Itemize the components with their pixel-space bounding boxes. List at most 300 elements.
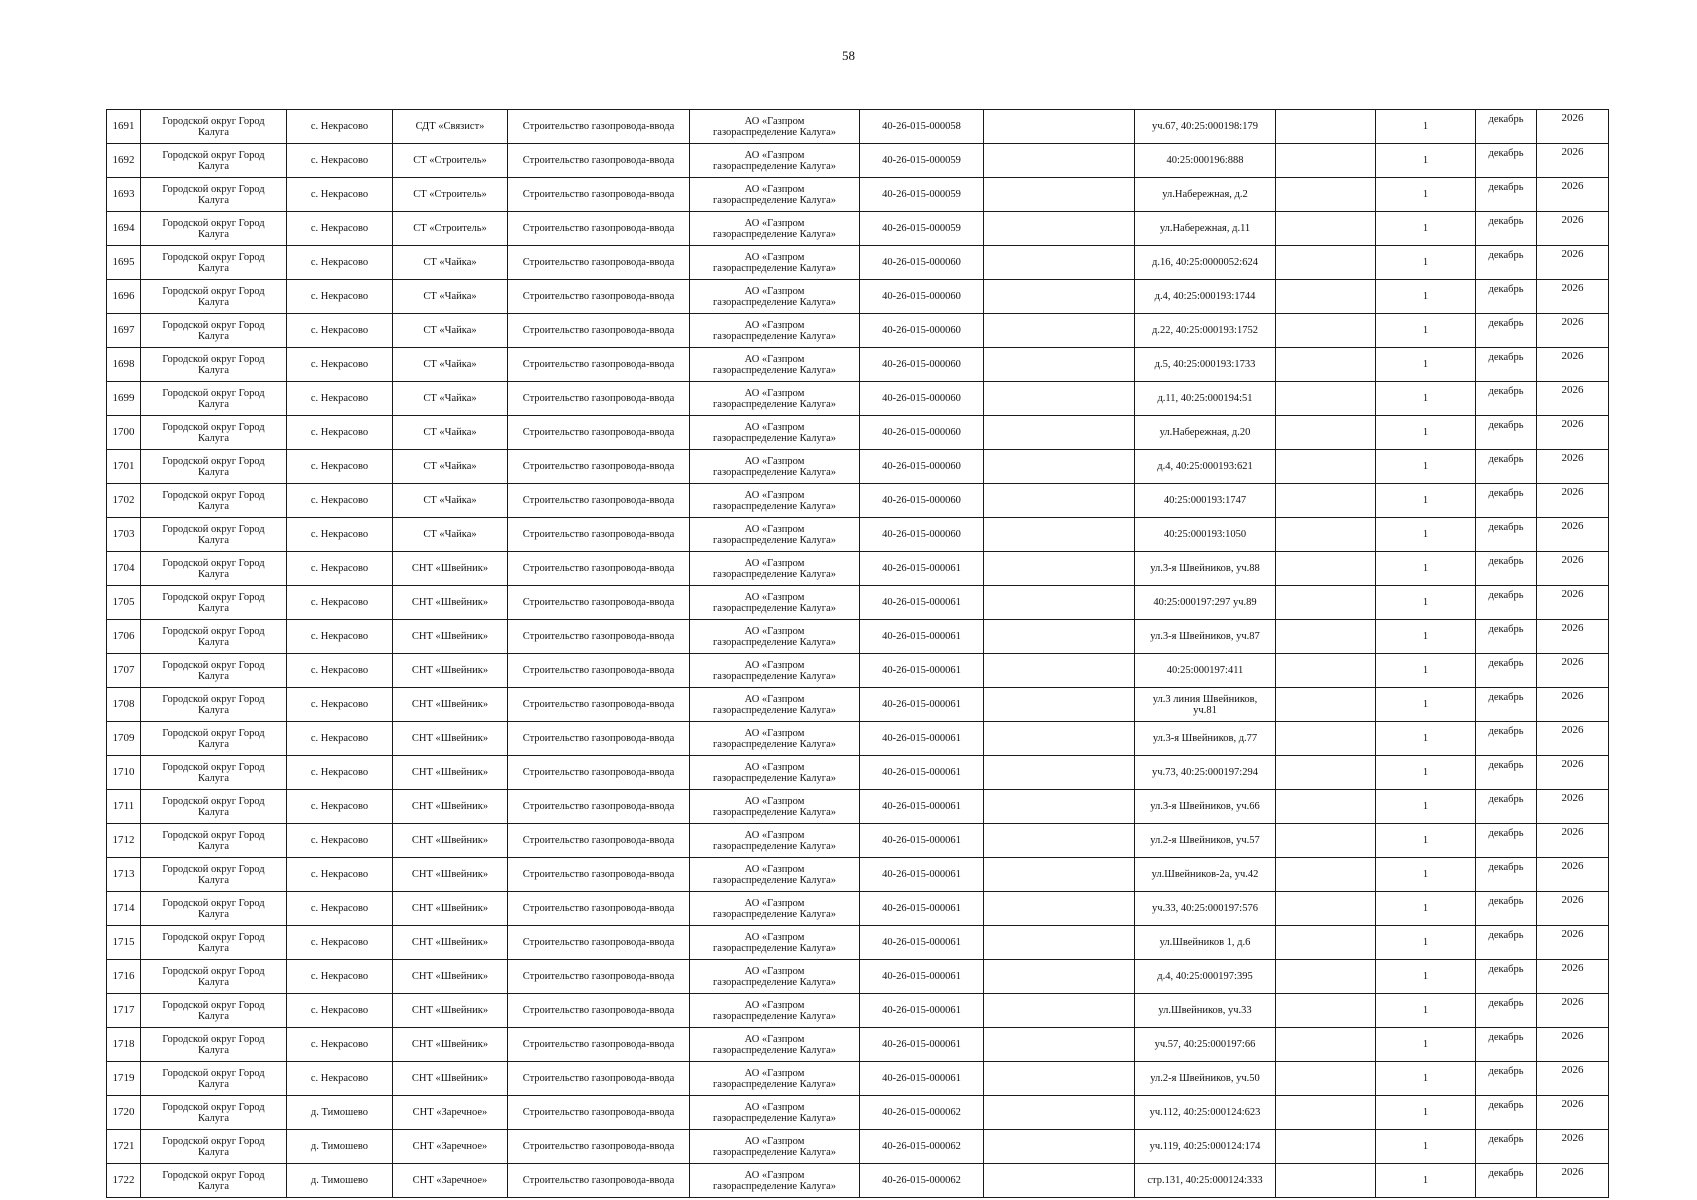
district-cell-line: Городской округ Город <box>162 727 265 739</box>
district-cell-line: Калуга <box>197 1146 230 1158</box>
organization-cell-line: АО «Газпром <box>744 115 805 127</box>
organization-cell-line: газораспределение Калуга» <box>712 398 837 410</box>
organization-cell-line: АО «Газпром <box>744 659 805 671</box>
address-cell-line: ул.Набережная, д.2 <box>1162 189 1248 200</box>
organization-cell-line: газораспределение Калуга» <box>712 432 837 444</box>
row-number-cell: 1712 <box>107 824 141 858</box>
society-cell: СНТ «Швейник» <box>393 858 508 892</box>
organization-cell <box>690 756 860 790</box>
organization-cell-line: АО «Газпром <box>744 965 805 977</box>
year-cell: 2026 <box>1537 1062 1609 1096</box>
address-cell-line: ул.3-я Швейников, д.77 <box>1152 733 1258 744</box>
organization-cell-line: газораспределение Калуга» <box>712 364 837 376</box>
address-cell <box>1135 484 1276 518</box>
month-cell: декабрь <box>1476 1130 1537 1164</box>
quantity-cell: 1 <box>1376 756 1476 790</box>
month-cell: декабрь <box>1476 348 1537 382</box>
quantity-cell: 1 <box>1376 1096 1476 1130</box>
object-code-cell: 40-26-015-000060 <box>860 280 984 314</box>
table-row <box>107 756 1609 790</box>
address-cell-line: 40:25:000193:1050 <box>1163 529 1247 540</box>
district-cell-line: Городской округ Город <box>162 319 265 331</box>
district-cell <box>141 178 287 212</box>
month-cell: декабрь <box>1476 484 1537 518</box>
quantity-cell: 1 <box>1376 484 1476 518</box>
month-cell: декабрь <box>1476 450 1537 484</box>
row-number-cell: 1701 <box>107 450 141 484</box>
table-row <box>107 858 1609 892</box>
district-cell-line: Городской округ Город <box>162 455 265 467</box>
settlement-cell: с. Некрасово <box>287 654 393 688</box>
address-cell <box>1135 178 1276 212</box>
address-cell-line: ул.Набережная, д.11 <box>1159 223 1251 234</box>
table-row <box>107 1062 1609 1096</box>
row-number-cell: 1710 <box>107 756 141 790</box>
quantity-cell: 1 <box>1376 178 1476 212</box>
row-number-cell: 1696 <box>107 280 141 314</box>
table-row <box>107 994 1609 1028</box>
quantity-cell: 1 <box>1376 518 1476 552</box>
month-cell: декабрь <box>1476 1028 1537 1062</box>
row-number-cell: 1713 <box>107 858 141 892</box>
district-cell-line: Городской округ Город <box>162 557 265 569</box>
year-cell: 2026 <box>1537 620 1609 654</box>
settlement-cell: с. Некрасово <box>287 926 393 960</box>
month-cell: декабрь <box>1476 144 1537 178</box>
society-cell: СТ «Строитель» <box>393 212 508 246</box>
organization-cell <box>690 484 860 518</box>
object-code-cell: 40-26-015-000060 <box>860 246 984 280</box>
organization-cell-line: АО «Газпром <box>744 1135 805 1147</box>
society-cell: СНТ «Швейник» <box>393 722 508 756</box>
quantity-cell: 1 <box>1376 212 1476 246</box>
empty-cell <box>1276 620 1376 654</box>
work-type-cell: Строительство газопровода-ввода <box>508 654 690 688</box>
address-cell <box>1135 144 1276 178</box>
month-cell: декабрь <box>1476 280 1537 314</box>
district-cell-line: Городской округ Город <box>162 1033 265 1045</box>
society-cell: СНТ «Швейник» <box>393 892 508 926</box>
district-cell-line: Калуга <box>197 330 230 342</box>
extra-cell <box>984 246 1135 280</box>
empty-cell <box>1276 858 1376 892</box>
district-cell-line: Калуга <box>197 160 230 172</box>
empty-cell <box>1276 246 1376 280</box>
row-number-cell: 1716 <box>107 960 141 994</box>
organization-cell <box>690 824 860 858</box>
society-cell: СТ «Чайка» <box>393 348 508 382</box>
organization-cell-line: газораспределение Калуга» <box>712 466 837 478</box>
settlement-cell: д. Тимошево <box>287 1096 393 1130</box>
work-type-cell: Строительство газопровода-ввода <box>508 518 690 552</box>
organization-cell <box>690 1028 860 1062</box>
table-row <box>107 450 1609 484</box>
gas-pipeline-table <box>106 109 1609 1198</box>
address-cell-line: ул.2-я Швейников, уч.50 <box>1150 1073 1260 1084</box>
address-cell <box>1135 722 1276 756</box>
object-code-cell: 40-26-015-000061 <box>860 790 984 824</box>
year-cell: 2026 <box>1537 1096 1609 1130</box>
table-row <box>107 824 1609 858</box>
extra-cell <box>984 1164 1135 1198</box>
month-cell: декабрь <box>1476 824 1537 858</box>
address-cell-line: уч.33, 40:25:000197:576 <box>1152 903 1258 914</box>
settlement-cell: с. Некрасово <box>287 178 393 212</box>
organization-cell-line: газораспределение Калуга» <box>712 874 837 886</box>
quantity-cell: 1 <box>1376 926 1476 960</box>
organization-cell-line: АО «Газпром <box>744 727 805 739</box>
organization-cell <box>690 790 860 824</box>
extra-cell <box>984 110 1135 144</box>
object-code-cell: 40-26-015-000061 <box>860 858 984 892</box>
settlement-cell: с. Некрасово <box>287 586 393 620</box>
organization-cell <box>690 518 860 552</box>
month-cell: декабрь <box>1476 382 1537 416</box>
address-cell-line: уч.57, 40:25:000197:66 <box>1154 1039 1256 1050</box>
object-code-cell: 40-26-015-000062 <box>860 1096 984 1130</box>
quantity-cell: 1 <box>1376 994 1476 1028</box>
organization-cell-line: газораспределение Калуга» <box>712 670 837 682</box>
work-type-cell: Строительство газопровода-ввода <box>508 144 690 178</box>
district-cell-line: Городской округ Город <box>162 149 265 161</box>
organization-cell-line: газораспределение Калуга» <box>712 602 837 614</box>
district-cell-line: Городской округ Город <box>162 387 265 399</box>
object-code-cell: 40-26-015-000060 <box>860 450 984 484</box>
table-row <box>107 280 1609 314</box>
row-number-cell: 1700 <box>107 416 141 450</box>
society-cell: СТ «Чайка» <box>393 450 508 484</box>
address-cell <box>1135 110 1276 144</box>
month-cell: декабрь <box>1476 212 1537 246</box>
work-type-cell: Строительство газопровода-ввода <box>508 280 690 314</box>
organization-cell <box>690 858 860 892</box>
district-cell <box>141 960 287 994</box>
settlement-cell: с. Некрасово <box>287 110 393 144</box>
society-cell: СНТ «Швейник» <box>393 552 508 586</box>
organization-cell-line: АО «Газпром <box>744 183 805 195</box>
empty-cell <box>1276 1130 1376 1164</box>
organization-cell-line: газораспределение Калуга» <box>712 126 837 138</box>
quantity-cell: 1 <box>1376 144 1476 178</box>
organization-cell-line: газораспределение Калуга» <box>712 942 837 954</box>
district-cell <box>141 994 287 1028</box>
organization-cell-line: АО «Газпром <box>744 897 805 909</box>
row-number-cell: 1721 <box>107 1130 141 1164</box>
organization-cell-line: АО «Газпром <box>744 1033 805 1045</box>
extra-cell <box>984 314 1135 348</box>
district-cell-line: Калуга <box>197 568 230 580</box>
district-cell-line: Городской округ Город <box>162 931 265 943</box>
settlement-cell: с. Некрасово <box>287 688 393 722</box>
settlement-cell: с. Некрасово <box>287 790 393 824</box>
extra-cell <box>984 892 1135 926</box>
society-cell: СНТ «Заречное» <box>393 1096 508 1130</box>
work-type-cell: Строительство газопровода-ввода <box>508 348 690 382</box>
table-row <box>107 1096 1609 1130</box>
district-cell <box>141 654 287 688</box>
row-number-cell: 1711 <box>107 790 141 824</box>
address-cell <box>1135 858 1276 892</box>
empty-cell <box>1276 960 1376 994</box>
quantity-cell: 1 <box>1376 552 1476 586</box>
row-number-cell: 1715 <box>107 926 141 960</box>
empty-cell <box>1276 926 1376 960</box>
row-number-cell: 1706 <box>107 620 141 654</box>
empty-cell <box>1276 1062 1376 1096</box>
address-cell-line: стр.131, 40:25:000124:333 <box>1147 1175 1263 1186</box>
organization-cell-line: газораспределение Калуга» <box>712 1044 837 1056</box>
address-cell-line: ул.Швейников 1, д.6 <box>1159 937 1251 948</box>
empty-cell <box>1276 1028 1376 1062</box>
work-type-cell: Строительство газопровода-ввода <box>508 994 690 1028</box>
organization-cell-line: АО «Газпром <box>744 455 805 467</box>
address-cell <box>1135 1164 1276 1198</box>
quantity-cell: 1 <box>1376 858 1476 892</box>
row-number-cell: 1718 <box>107 1028 141 1062</box>
district-cell-line: Городской округ Город <box>162 1135 265 1147</box>
object-code-cell: 40-26-015-000061 <box>860 722 984 756</box>
district-cell-line: Калуга <box>197 228 230 240</box>
year-cell: 2026 <box>1537 756 1609 790</box>
row-number-cell: 1720 <box>107 1096 141 1130</box>
work-type-cell: Строительство газопровода-ввода <box>508 688 690 722</box>
year-cell: 2026 <box>1537 416 1609 450</box>
organization-cell-line: АО «Газпром <box>744 1067 805 1079</box>
settlement-cell: с. Некрасово <box>287 144 393 178</box>
society-cell: СНТ «Швейник» <box>393 790 508 824</box>
table-row <box>107 314 1609 348</box>
table-row <box>107 212 1609 246</box>
work-type-cell: Строительство газопровода-ввода <box>508 790 690 824</box>
row-number-cell: 1719 <box>107 1062 141 1096</box>
organization-cell <box>690 110 860 144</box>
address-cell-line: ул.3 линия Швейников, <box>1152 693 1258 705</box>
year-cell: 2026 <box>1537 1130 1609 1164</box>
object-code-cell: 40-26-015-000058 <box>860 110 984 144</box>
quantity-cell: 1 <box>1376 722 1476 756</box>
settlement-cell: с. Некрасово <box>287 756 393 790</box>
month-cell: декабрь <box>1476 756 1537 790</box>
row-number-cell: 1697 <box>107 314 141 348</box>
empty-cell <box>1276 518 1376 552</box>
work-type-cell: Строительство газопровода-ввода <box>508 178 690 212</box>
district-cell-line: Городской округ Город <box>162 489 265 501</box>
empty-cell <box>1276 994 1376 1028</box>
address-cell <box>1135 756 1276 790</box>
address-cell <box>1135 960 1276 994</box>
empty-cell <box>1276 178 1376 212</box>
district-cell <box>141 824 287 858</box>
year-cell: 2026 <box>1537 722 1609 756</box>
organization-cell-line: АО «Газпром <box>744 693 805 705</box>
district-cell-line: Калуга <box>197 738 230 750</box>
address-cell-line: ул.3-я Швейников, уч.87 <box>1150 631 1260 642</box>
work-type-cell: Строительство газопровода-ввода <box>508 450 690 484</box>
district-cell-line: Городской округ Город <box>162 523 265 535</box>
object-code-cell: 40-26-015-000061 <box>860 824 984 858</box>
society-cell: СНТ «Швейник» <box>393 586 508 620</box>
society-cell: СНТ «Швейник» <box>393 1062 508 1096</box>
address-cell-line: ул.Швейников-2а, уч.42 <box>1151 869 1259 880</box>
settlement-cell: с. Некрасово <box>287 518 393 552</box>
extra-cell <box>984 688 1135 722</box>
object-code-cell: 40-26-015-000060 <box>860 518 984 552</box>
year-cell: 2026 <box>1537 790 1609 824</box>
address-cell-line: д.4, 40:25:000193:1744 <box>1154 291 1256 302</box>
quantity-cell: 1 <box>1376 688 1476 722</box>
district-cell-line: Калуга <box>197 262 230 274</box>
district-cell-line: Калуга <box>197 1010 230 1022</box>
organization-cell-line: АО «Газпром <box>744 1169 805 1181</box>
organization-cell-line: газораспределение Калуга» <box>712 704 837 716</box>
district-cell <box>141 348 287 382</box>
work-type-cell: Строительство газопровода-ввода <box>508 552 690 586</box>
row-number-cell: 1694 <box>107 212 141 246</box>
empty-cell <box>1276 280 1376 314</box>
work-type-cell: Строительство газопровода-ввода <box>508 246 690 280</box>
month-cell: декабрь <box>1476 688 1537 722</box>
society-cell: СТ «Чайка» <box>393 518 508 552</box>
district-cell-line: Калуга <box>197 942 230 954</box>
organization-cell-line: газораспределение Калуга» <box>712 160 837 172</box>
extra-cell <box>984 1062 1135 1096</box>
object-code-cell: 40-26-015-000061 <box>860 620 984 654</box>
settlement-cell: с. Некрасово <box>287 824 393 858</box>
quantity-cell: 1 <box>1376 382 1476 416</box>
district-cell-line: Калуга <box>197 976 230 988</box>
society-cell: СНТ «Швейник» <box>393 688 508 722</box>
society-cell: СТ «Чайка» <box>393 280 508 314</box>
quantity-cell: 1 <box>1376 1028 1476 1062</box>
work-type-cell: Строительство газопровода-ввода <box>508 858 690 892</box>
settlement-cell: с. Некрасово <box>287 722 393 756</box>
organization-cell <box>690 688 860 722</box>
district-cell <box>141 484 287 518</box>
address-cell-line: уч.81 <box>1193 704 1217 716</box>
settlement-cell: с. Некрасово <box>287 1062 393 1096</box>
month-cell: декабрь <box>1476 246 1537 280</box>
table-row <box>107 416 1609 450</box>
district-cell-line: Городской округ Город <box>162 829 265 841</box>
district-cell-line: Калуга <box>197 364 230 376</box>
quantity-cell: 1 <box>1376 892 1476 926</box>
month-cell: декабрь <box>1476 416 1537 450</box>
district-cell <box>141 280 287 314</box>
row-number-cell: 1722 <box>107 1164 141 1198</box>
settlement-cell: с. Некрасово <box>287 246 393 280</box>
extra-cell <box>984 518 1135 552</box>
empty-cell <box>1276 348 1376 382</box>
district-cell <box>141 688 287 722</box>
organization-cell-line: АО «Газпром <box>744 387 805 399</box>
organization-cell <box>690 314 860 348</box>
year-cell: 2026 <box>1537 824 1609 858</box>
work-type-cell: Строительство газопровода-ввода <box>508 960 690 994</box>
address-cell-line: д.4, 40:25:000197:395 <box>1157 971 1253 982</box>
organization-cell <box>690 144 860 178</box>
month-cell: декабрь <box>1476 1164 1537 1198</box>
district-cell <box>141 790 287 824</box>
address-cell <box>1135 824 1276 858</box>
organization-cell-line: АО «Газпром <box>744 149 805 161</box>
society-cell: СНТ «Швейник» <box>393 756 508 790</box>
settlement-cell: с. Некрасово <box>287 382 393 416</box>
organization-cell <box>690 1130 860 1164</box>
district-cell-line: Городской округ Город <box>162 999 265 1011</box>
organization-cell-line: АО «Газпром <box>744 319 805 331</box>
extra-cell <box>984 416 1135 450</box>
society-cell: СТ «Чайка» <box>393 416 508 450</box>
district-cell-line: Калуга <box>197 908 230 920</box>
object-code-cell: 40-26-015-000061 <box>860 1062 984 1096</box>
row-number-cell: 1703 <box>107 518 141 552</box>
year-cell: 2026 <box>1537 450 1609 484</box>
district-cell-line: Калуга <box>197 398 230 410</box>
table-row <box>107 552 1609 586</box>
year-cell: 2026 <box>1537 144 1609 178</box>
district-cell-line: Калуга <box>197 534 230 546</box>
month-cell: декабрь <box>1476 518 1537 552</box>
address-cell-line: уч.112, 40:25:000124:623 <box>1149 1107 1261 1118</box>
organization-cell-line: газораспределение Калуга» <box>712 194 837 206</box>
organization-cell-line: газораспределение Калуга» <box>712 500 837 512</box>
society-cell: СНТ «Швейник» <box>393 994 508 1028</box>
quantity-cell: 1 <box>1376 110 1476 144</box>
address-cell <box>1135 892 1276 926</box>
object-code-cell: 40-26-015-000061 <box>860 1028 984 1062</box>
row-number-cell: 1692 <box>107 144 141 178</box>
year-cell: 2026 <box>1537 552 1609 586</box>
extra-cell <box>984 756 1135 790</box>
work-type-cell: Строительство газопровода-ввода <box>508 110 690 144</box>
organization-cell <box>690 960 860 994</box>
district-cell-line: Калуга <box>197 432 230 444</box>
organization-cell-line: газораспределение Калуга» <box>712 908 837 920</box>
work-type-cell: Строительство газопровода-ввода <box>508 756 690 790</box>
row-number-cell: 1698 <box>107 348 141 382</box>
work-type-cell: Строительство газопровода-ввода <box>508 824 690 858</box>
extra-cell <box>984 722 1135 756</box>
year-cell: 2026 <box>1537 382 1609 416</box>
quantity-cell: 1 <box>1376 416 1476 450</box>
district-cell-line: Городской округ Город <box>162 115 265 127</box>
month-cell: декабрь <box>1476 960 1537 994</box>
month-cell: декабрь <box>1476 314 1537 348</box>
year-cell: 2026 <box>1537 348 1609 382</box>
settlement-cell: с. Некрасово <box>287 960 393 994</box>
district-cell-line: Городской округ Город <box>162 795 265 807</box>
district-cell-line: Городской округ Город <box>162 421 265 433</box>
district-cell-line: Калуга <box>197 1112 230 1124</box>
society-cell: СНТ «Заречное» <box>393 1130 508 1164</box>
organization-cell-line: газораспределение Калуга» <box>712 840 837 852</box>
address-cell <box>1135 1028 1276 1062</box>
year-cell: 2026 <box>1537 688 1609 722</box>
address-cell-line: ул.Швейников, уч.33 <box>1158 1005 1252 1016</box>
work-type-cell: Строительство газопровода-ввода <box>508 484 690 518</box>
organization-cell-line: АО «Газпром <box>744 931 805 943</box>
empty-cell <box>1276 892 1376 926</box>
organization-cell-line: газораспределение Калуга» <box>712 772 837 784</box>
object-code-cell: 40-26-015-000059 <box>860 178 984 212</box>
work-type-cell: Строительство газопровода-ввода <box>508 620 690 654</box>
object-code-cell: 40-26-015-000061 <box>860 960 984 994</box>
month-cell: декабрь <box>1476 586 1537 620</box>
address-cell <box>1135 314 1276 348</box>
district-cell-line: Калуга <box>197 636 230 648</box>
district-cell <box>141 382 287 416</box>
address-cell-line: д.5, 40:25:000193:1733 <box>1154 359 1256 370</box>
